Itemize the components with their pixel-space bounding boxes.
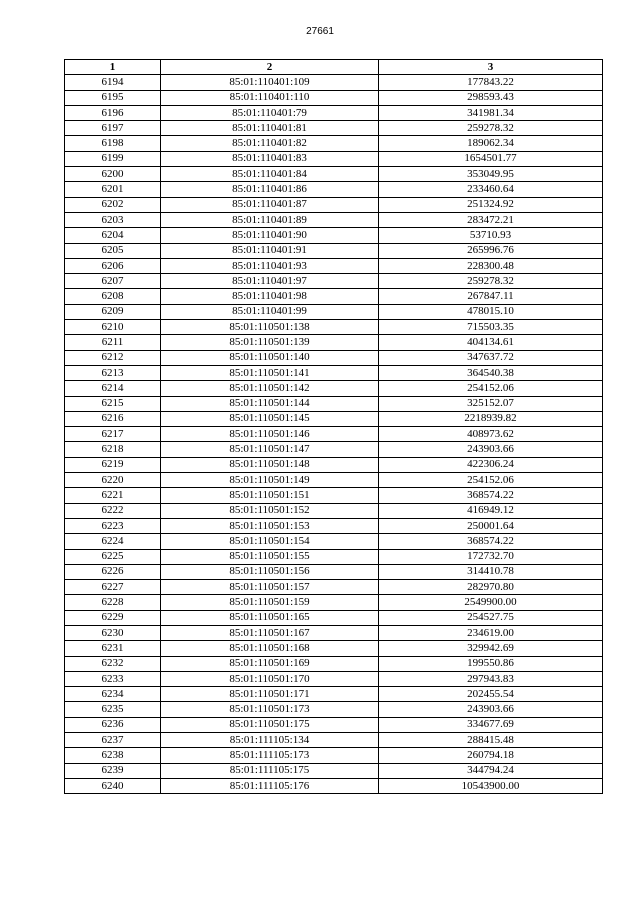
value-cell: 404134.61 [379,335,603,350]
value-cell: 254527.75 [379,610,603,625]
value-cell: 478015.10 [379,304,603,319]
cadastral-number-cell: 85:01:110501:151 [161,488,379,503]
row-number-cell: 6222 [65,503,161,518]
table-row [65,151,603,166]
row-number-cell: 6221 [65,488,161,503]
cadastral-number-cell: 85:01:110501:167 [161,625,379,640]
row-number-cell: 6238 [65,748,161,763]
table-row [65,656,603,671]
cadastral-number-cell: 85:01:110401:84 [161,167,379,182]
table-header-row [65,60,603,75]
value-cell: 259278.32 [379,121,603,136]
value-cell: 422306.24 [379,457,603,472]
table-row [65,473,603,488]
value-cell: 408973.62 [379,427,603,442]
table-row [65,365,603,380]
table-row [65,518,603,533]
row-number-cell: 6203 [65,212,161,227]
value-cell: 297943.83 [379,671,603,686]
table-row [65,748,603,763]
value-cell: 243903.66 [379,702,603,717]
row-number-cell: 6201 [65,182,161,197]
row-number-cell: 6232 [65,656,161,671]
table-row [65,457,603,472]
row-number-cell: 6239 [65,763,161,778]
row-number-cell: 6237 [65,733,161,748]
cadastral-number-cell: 85:01:110501:169 [161,656,379,671]
cadastral-number-cell: 85:01:110401:97 [161,274,379,289]
value-cell: 254152.06 [379,381,603,396]
cadastral-number-cell: 85:01:110501:148 [161,457,379,472]
value-cell: 344794.24 [379,763,603,778]
cadastral-number-cell: 85:01:110501:147 [161,442,379,457]
cadastral-number-cell: 85:01:110501:139 [161,335,379,350]
row-number-cell: 6212 [65,350,161,365]
table-row [65,212,603,227]
cadastral-number-cell: 85:01:110401:91 [161,243,379,258]
cadastral-number-cell: 85:01:110401:93 [161,258,379,273]
cadastral-number-cell: 85:01:111105:175 [161,763,379,778]
value-cell: 2549900.00 [379,595,603,610]
cadastral-number-cell: 85:01:110501:145 [161,411,379,426]
value-cell: 325152.07 [379,396,603,411]
column-header-1: 1 [65,60,161,75]
cadastral-number-cell: 85:01:110401:89 [161,212,379,227]
table-body [65,75,603,794]
table-row [65,534,603,549]
value-cell: 314410.78 [379,564,603,579]
cadastral-number-cell: 85:01:110401:79 [161,105,379,120]
value-cell: 233460.64 [379,182,603,197]
row-number-cell: 6228 [65,595,161,610]
cadastral-number-cell: 85:01:110501:141 [161,365,379,380]
table-row [65,778,603,793]
row-number-cell: 6214 [65,381,161,396]
value-cell: 254152.06 [379,473,603,488]
table-row [65,427,603,442]
table-row [65,350,603,365]
table-row [65,381,603,396]
table-row [65,641,603,656]
row-number-cell: 6207 [65,274,161,289]
cadastral-number-cell: 85:01:110401:81 [161,121,379,136]
row-number-cell: 6194 [65,75,161,90]
row-number-cell: 6224 [65,534,161,549]
cadastral-number-cell: 85:01:110501:175 [161,717,379,732]
row-number-cell: 6197 [65,121,161,136]
table-row [65,625,603,640]
column-header-3: 3 [379,60,603,75]
table-row [65,687,603,702]
value-cell: 1654501.77 [379,151,603,166]
table-row [65,289,603,304]
value-cell: 341981.34 [379,105,603,120]
cadastral-number-cell: 85:01:110501:171 [161,687,379,702]
row-number-cell: 6200 [65,167,161,182]
cadastral-number-cell: 85:01:111105:176 [161,778,379,793]
cadastral-number-cell: 85:01:110401:110 [161,90,379,105]
cadastral-number-cell: 85:01:110501:146 [161,427,379,442]
row-number-cell: 6227 [65,580,161,595]
cadastral-number-cell: 85:01:110501:149 [161,473,379,488]
value-cell: 283472.21 [379,212,603,227]
cadastral-number-cell: 85:01:111105:173 [161,748,379,763]
value-cell: 368574.22 [379,534,603,549]
row-number-cell: 6206 [65,258,161,273]
row-number-cell: 6229 [65,610,161,625]
table-row [65,243,603,258]
value-cell: 267847.11 [379,289,603,304]
row-number-cell: 6196 [65,105,161,120]
table-row [65,733,603,748]
cadastral-number-cell: 85:01:110501:155 [161,549,379,564]
table-row [65,702,603,717]
table-row [65,105,603,120]
table-row [65,136,603,151]
table-row [65,717,603,732]
row-number-cell: 6217 [65,427,161,442]
table-row [65,167,603,182]
row-number-cell: 6230 [65,625,161,640]
cadastral-number-cell: 85:01:110501:170 [161,671,379,686]
value-cell: 265996.76 [379,243,603,258]
row-number-cell: 6213 [65,365,161,380]
value-cell: 416949.12 [379,503,603,518]
cadastral-number-cell: 85:01:110401:82 [161,136,379,151]
table-row [65,564,603,579]
value-cell: 228300.48 [379,258,603,273]
cadastral-number-cell: 85:01:110501:157 [161,580,379,595]
table-row [65,488,603,503]
row-number-cell: 6210 [65,320,161,335]
value-cell: 334677.69 [379,717,603,732]
row-number-cell: 6215 [65,396,161,411]
cadastral-number-cell: 85:01:110401:98 [161,289,379,304]
value-cell: 189062.34 [379,136,603,151]
row-number-cell: 6209 [65,304,161,319]
value-cell: 259278.32 [379,274,603,289]
table-row [65,580,603,595]
value-cell: 368574.22 [379,488,603,503]
value-cell: 243903.66 [379,442,603,457]
value-cell: 251324.92 [379,197,603,212]
cadastral-number-cell: 85:01:110501:144 [161,396,379,411]
value-cell: 353049.95 [379,167,603,182]
table-row [65,197,603,212]
table-row [65,503,603,518]
cadastral-number-cell: 85:01:110501:140 [161,350,379,365]
registry-table [64,59,603,794]
value-cell: 347637.72 [379,350,603,365]
table-row [65,335,603,350]
table-row [65,671,603,686]
value-cell: 234619.00 [379,625,603,640]
row-number-cell: 6216 [65,411,161,426]
row-number-cell: 6235 [65,702,161,717]
table-row [65,595,603,610]
cadastral-number-cell: 85:01:110401:86 [161,182,379,197]
cadastral-number-cell: 85:01:110501:159 [161,595,379,610]
value-cell: 199550.86 [379,656,603,671]
row-number-cell: 6234 [65,687,161,702]
cadastral-number-cell: 85:01:110501:153 [161,518,379,533]
table-row [65,75,603,90]
row-number-cell: 6236 [65,717,161,732]
cadastral-number-cell: 85:01:111105:134 [161,733,379,748]
page-number: 27661 [306,26,334,37]
value-cell: 10543900.00 [379,778,603,793]
row-number-cell: 6205 [65,243,161,258]
value-cell: 53710.93 [379,228,603,243]
value-cell: 260794.18 [379,748,603,763]
value-cell: 250001.64 [379,518,603,533]
cadastral-number-cell: 85:01:110401:109 [161,75,379,90]
table-row [65,182,603,197]
table-row [65,442,603,457]
row-number-cell: 6240 [65,778,161,793]
row-number-cell: 6208 [65,289,161,304]
table-row [65,304,603,319]
cadastral-number-cell: 85:01:110401:99 [161,304,379,319]
row-number-cell: 6211 [65,335,161,350]
cadastral-number-cell: 85:01:110501:154 [161,534,379,549]
value-cell: 172732.70 [379,549,603,564]
value-cell: 282970.80 [379,580,603,595]
cadastral-number-cell: 85:01:110501:152 [161,503,379,518]
table-row [65,121,603,136]
value-cell: 715503.35 [379,320,603,335]
table-row [65,228,603,243]
column-header-2: 2 [161,60,379,75]
table-row [65,763,603,778]
row-number-cell: 6218 [65,442,161,457]
row-number-cell: 6226 [65,564,161,579]
cadastral-number-cell: 85:01:110501:168 [161,641,379,656]
row-number-cell: 6202 [65,197,161,212]
table-row [65,610,603,625]
row-number-cell: 6199 [65,151,161,166]
value-cell: 364540.38 [379,365,603,380]
row-number-cell: 6195 [65,90,161,105]
row-number-cell: 6204 [65,228,161,243]
row-number-cell: 6220 [65,473,161,488]
value-cell: 298593.43 [379,90,603,105]
value-cell: 177843.22 [379,75,603,90]
row-number-cell: 6233 [65,671,161,686]
value-cell: 288415.48 [379,733,603,748]
cadastral-number-cell: 85:01:110501:165 [161,610,379,625]
row-number-cell: 6231 [65,641,161,656]
row-number-cell: 6198 [65,136,161,151]
cadastral-number-cell: 85:01:110401:87 [161,197,379,212]
table-row [65,396,603,411]
value-cell: 202455.54 [379,687,603,702]
row-number-cell: 6223 [65,518,161,533]
cadastral-number-cell: 85:01:110401:90 [161,228,379,243]
row-number-cell: 6225 [65,549,161,564]
cadastral-number-cell: 85:01:110401:83 [161,151,379,166]
value-cell: 2218939.82 [379,411,603,426]
row-number-cell: 6219 [65,457,161,472]
table-row [65,90,603,105]
table-row [65,274,603,289]
table-row [65,549,603,564]
table-row [65,320,603,335]
cadastral-number-cell: 85:01:110501:173 [161,702,379,717]
cadastral-number-cell: 85:01:110501:156 [161,564,379,579]
value-cell: 329942.69 [379,641,603,656]
table-row [65,258,603,273]
cadastral-number-cell: 85:01:110501:142 [161,381,379,396]
table-row [65,411,603,426]
cadastral-number-cell: 85:01:110501:138 [161,320,379,335]
